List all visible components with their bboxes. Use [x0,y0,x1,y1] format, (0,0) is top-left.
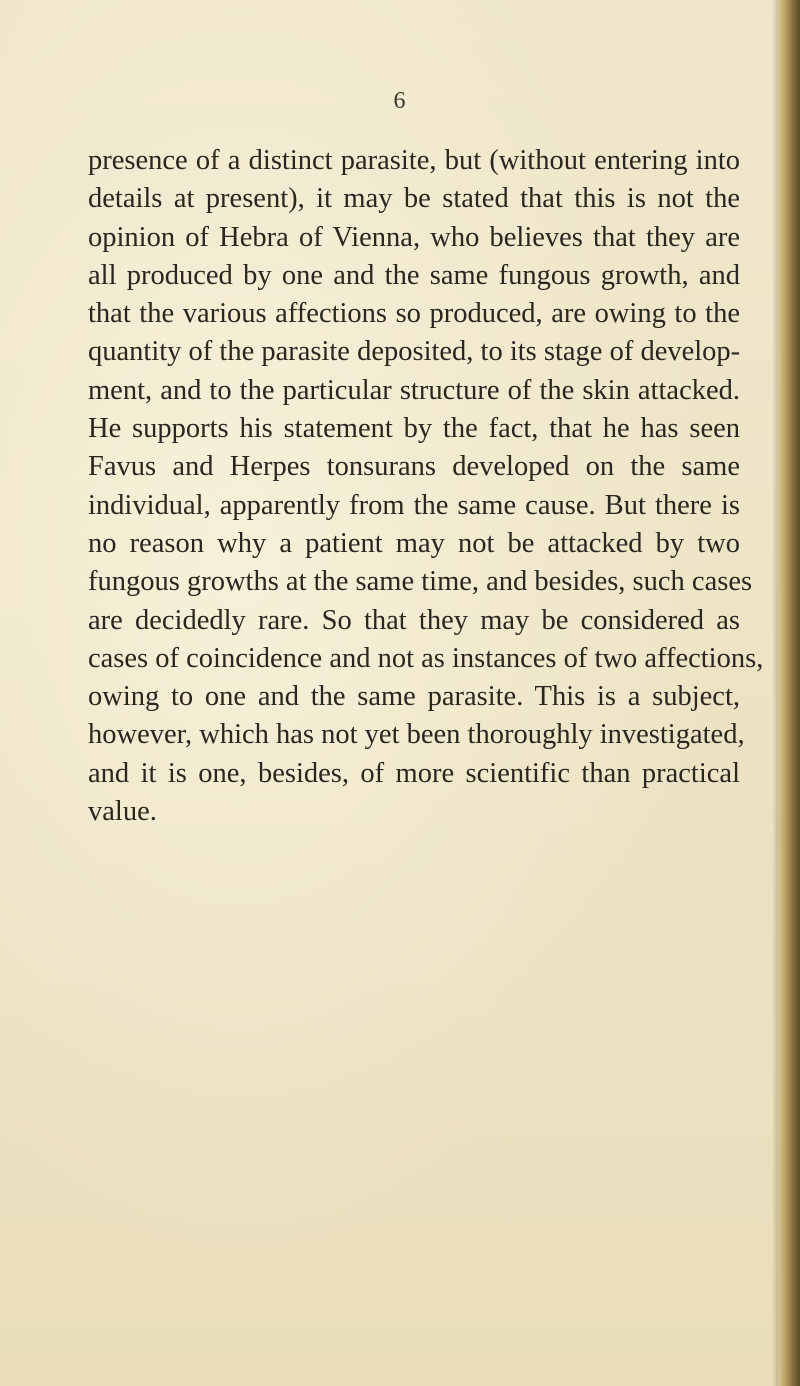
page-number: 6 [393,88,407,114]
text-line: are decidedly rare. So that they may be considered as [88,604,740,636]
text-line: details at present), it may be stated that this is not the [88,183,740,215]
text-line: that the various affections so produced, are owing to the [88,298,740,330]
text-line: Favus and Herpes tonsurans developed on the same [88,451,740,483]
body-paragraph [88,142,764,831]
text-line: however, which has not yet been thoroughly investigated, [88,719,745,751]
text-line: presence of a distinct parasite, but (without entering into [88,145,740,176]
text-line: owing to one and the same parasite. This is a subject, [88,681,740,713]
text-line: individual, apparently from the same cause. But there is [88,489,740,521]
text-line: fungous growths at the same time, and besides, such cases [88,566,753,598]
text-line: He supports his statement by the fact, that he has seen [88,413,740,445]
text-line: ment, and to the particular structure of the skin attacked. [88,374,740,406]
text-line: opinion of Hebra of Vienna, who believes that they are [88,221,740,253]
text-line: all produced by one and the same fungous growth, and [88,259,740,291]
text-line: quantity of the parasite deposited, to its stage of develop- [88,336,741,368]
text-line: value. [88,796,157,828]
text-line: no reason why a patient may not be attacked by two [88,527,740,559]
text-line: cases of coincidence and not as instances of two affections, [88,642,764,674]
text-line: and it is one, besides, of more scientific than practical [88,757,740,789]
book-spine-edge [778,0,800,1386]
